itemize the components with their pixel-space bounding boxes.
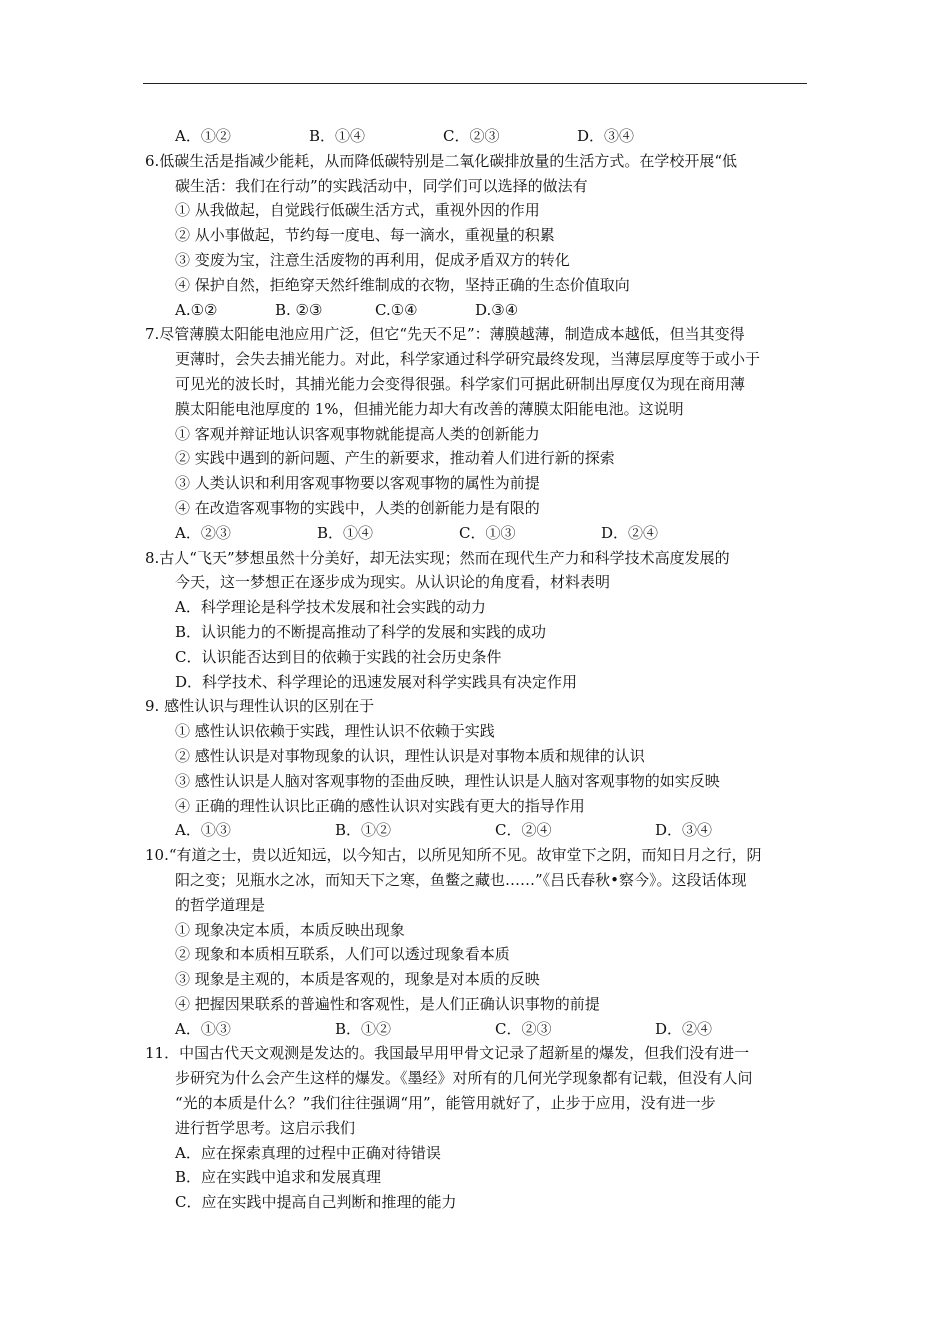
q6-stem-line: 6.低碳生活是指减少能耗，从而降低碳特别是二氧化碳排放量的生活方式。在学校开展“低	[145, 151, 737, 170]
q11-stem-line: 步研究为什么会产生这样的爆发。《墨经》对所有的几何光学现象都有记载，但没有人问	[175, 1069, 753, 1088]
q10-stem-line: 的哲学道理是	[175, 895, 266, 914]
q7-stem-line: 可见光的波长时，其捕光能力会变得很强。科学家们可据此研制出厚度仅为现在商用薄	[175, 374, 746, 393]
q7-stem-line: 更薄时，会失去捕光能力。对此，科学家通过科学研究最终发现，当薄层厚度等于或小于	[175, 350, 761, 369]
q9-statement: ④ 正确的理性认识比正确的感性认识对实践有更大的指导作用	[175, 796, 585, 815]
q6-option-d: D.③④	[475, 300, 519, 319]
q8-stem-line: 今天，这一梦想正在逐步成为现实。从认识论的角度看，材料表明	[175, 573, 611, 592]
q6-stem-line: 碳生活：我们在行动”的实践活动中，同学们可以选择的做法有	[175, 176, 588, 195]
question-content	[145, 124, 815, 1215]
q7-statement: ③ 人类认识和利用客观事物要以客观事物的属性为前提	[175, 474, 540, 493]
q9-statement: ② 感性认识是对事物现象的认识，理性认识是对事物本质和规律的认识	[175, 746, 645, 765]
q7-options	[145, 521, 815, 546]
q6-statement: ③ 变废为宝，注意生活废物的再利用，促成矛盾双方的转化	[175, 250, 570, 269]
q8-choice-b: B．认识能力的不断提高推动了科学的发展和实践的成功	[175, 622, 547, 641]
q8-choice-d: D．科学技术、科学理论的迅速发展对科学实践具有决定作用	[175, 672, 578, 691]
q7-option-a: A．②③	[175, 523, 231, 542]
q11-stem-line: 进行哲学思考。这启示我们	[175, 1118, 356, 1137]
q6-statement: ① 从我做起，自觉践行低碳生活方式，重视外因的作用	[175, 201, 540, 220]
q11-stem-line: 11．中国古代天文观测是发达的。我国最早用甲骨文记录了超新星的爆发，但我们没有进一	[145, 1044, 750, 1063]
q10-statement: ③ 现象是主观的，本质是客观的，现象是对本质的反映	[175, 970, 540, 989]
q7-option-b: B．①④	[317, 523, 374, 542]
q11-choice-c: C．应在实践中提高自己判断和推理的能力	[175, 1193, 457, 1212]
q9-options	[145, 818, 815, 843]
q7-statement: ④ 在改造客观事物的实践中，人类的创新能力是有限的	[175, 498, 540, 517]
q9-option-c: C．②④	[495, 821, 552, 840]
q6-statement: ④ 保护自然，拒绝穿天然纤维制成的衣物，坚持正确的生态价值取向	[175, 275, 630, 294]
q10-option-d: D．②④	[655, 1019, 713, 1038]
q8-stem-line: 8.古人“飞天”梦想虽然十分美好，却无法实现；然而在现代生产力和科学技术高度发展的	[145, 548, 730, 567]
q10-option-b: B．①②	[335, 1019, 392, 1038]
q6-options	[145, 298, 815, 323]
q10-stem-line: 阳之变；见瓶水之冰，而知天下之寒，鱼鳖之藏也……”《吕氏春秋•察今》。这段话体现	[175, 870, 747, 889]
q7-option-c: C．①③	[459, 523, 516, 542]
q10-statement: ① 现象决定本质，本质反映出现象	[175, 920, 405, 939]
q9-stem-line: 9. 感性认识与理性认识的区别在于	[145, 697, 375, 716]
q5-option-a: A．①②	[175, 127, 231, 145]
q9-option-d: D．③④	[655, 821, 713, 840]
q6-option-c: C.①④	[375, 300, 418, 319]
q7-statement: ② 实践中遇到的新问题、产生的新要求，推动着人们进行新的探索	[175, 449, 615, 468]
q11-stem-line: “光的本质是什么？”我们往往强调“用”，能管用就好了，止步于应用，没有进一步	[175, 1094, 716, 1113]
q11-choice-a: A．应在探索真理的过程中正确对待错误	[175, 1143, 441, 1162]
q8-choice-c: C．认识能否达到目的依赖于实践的社会历史条件	[175, 647, 502, 666]
q9-statement: ③ 感性认识是人脑对客观事物的歪曲反映，理性认识是人脑对客观事物的如实反映	[175, 771, 720, 790]
q7-statement: ① 客观并辩证地认识客观事物就能提高人类的创新能力	[175, 424, 540, 443]
q6-option-b: B. ②③	[275, 300, 323, 319]
q10-statement: ② 现象和本质相互联系，人们可以透过现象看本质	[175, 945, 510, 964]
q5-option-c: C．②③	[443, 127, 500, 145]
q7-stem-line: 膜太阳能电池厚度的 1%，但捕光能力却大有改善的薄膜太阳能电池。这说明	[175, 399, 684, 418]
q10-options	[145, 1017, 815, 1042]
q10-option-a: A．①③	[175, 1019, 231, 1038]
q9-statement: ① 感性认识依赖于实践，理性认识不依赖于实践	[175, 722, 495, 741]
q9-option-b: B．①②	[335, 821, 392, 840]
q11-choice-b: B．应在实践中追求和发展真理	[175, 1168, 382, 1187]
q7-stem-line: 7.尽管薄膜太阳能电池应用广泛，但它“先天不足”：薄膜越薄，制造成本越低，但当其变得	[145, 325, 745, 344]
q6-option-a: A.①②	[175, 300, 218, 319]
q9-option-a: A．①③	[175, 821, 231, 840]
q5-options	[145, 124, 815, 149]
q8-choice-a: A．科学理论是科学技术发展和社会实践的动力	[175, 598, 486, 617]
header-rule	[143, 83, 807, 84]
q10-stem-line: 10.“有道之士，贵以近知远，以今知古，以所见知所不见。故审堂下之阴，而知日月之行，阴	[145, 846, 762, 865]
q10-option-c: C．②③	[495, 1019, 552, 1038]
q5-option-b: B．①④	[309, 127, 366, 145]
q5-option-d: D．③④	[577, 127, 635, 145]
q10-statement: ④ 把握因果联系的普遍性和客观性，是人们正确认识事物的前提	[175, 994, 600, 1013]
q6-statement: ② 从小事做起，节约每一度电、每一滴水，重视量的积累	[175, 226, 555, 245]
q7-option-d: D．②④	[601, 523, 659, 542]
